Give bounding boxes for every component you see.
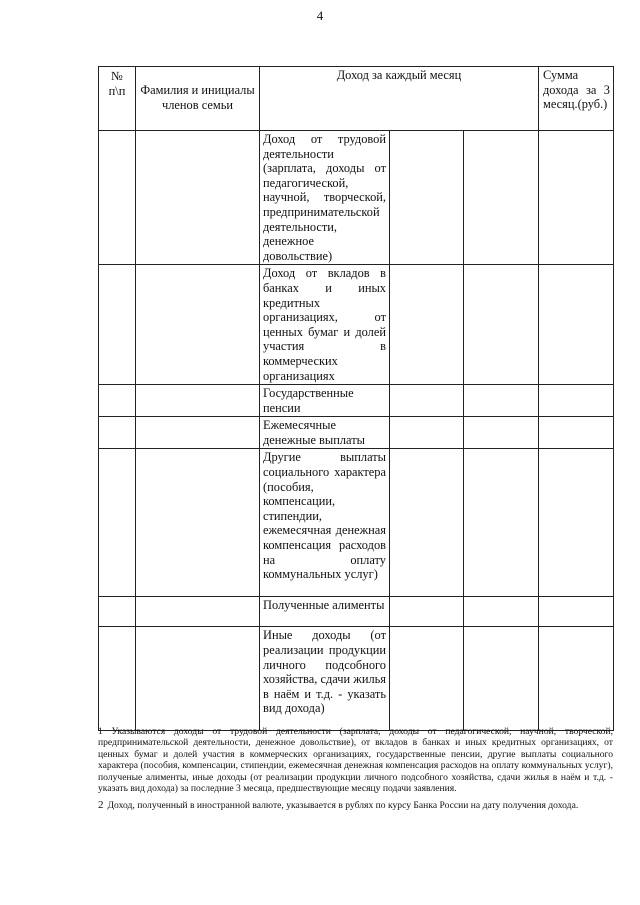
- income-type-label: Иные доходы (от реализации продукции личного подсобного хозяйства, сдачи жилья в наём и т.д. - указать вид дохода): [260, 627, 390, 731]
- header-three-month-sum: Сумма дохода за 3 месяц.(руб.): [539, 67, 614, 131]
- footnote-2-text: Доход, полученный в иностранной валюте, указывается в рублях по курсу Банка России на дату получения дохода.: [107, 800, 579, 812]
- cell-number[interactable]: [99, 131, 136, 265]
- income-type-label: Государственные пенсии: [260, 385, 390, 417]
- cell-month-1[interactable]: [390, 417, 464, 449]
- footnotes: [98, 726, 613, 812]
- cell-number[interactable]: [99, 417, 136, 449]
- cell-month-1[interactable]: [390, 449, 464, 597]
- cell-family-member[interactable]: [136, 627, 260, 731]
- cell-sum[interactable]: [539, 417, 614, 449]
- cell-month-1[interactable]: [390, 627, 464, 731]
- footnote-1: 1 Указываются доходы от трудовой деятельности (зарплата, доходы от педагогической, научной, творческой, предпринимательской деятельности, денежное довольствие), от вкладов в банках и иных кредитных организациях, от ценных бумаг и долей участия в коммерческих организациях, государственные пенсии, другие выплаты социального характера (пособия, компенсации, стипендии, ежемесячная денежная компенсация расходов на оплату коммунальных услуг), полученые алименты, иные доходы (от реализации продукции личного подсобного хозяйства, сдачи жилья в наём и т.д. - указать вид дохода) за последние 3 месяца, предшествующие месяцу подачи заявления.: [98, 726, 613, 795]
- cell-month-2[interactable]: [464, 131, 539, 265]
- table-header-row: [99, 67, 614, 131]
- income-type-label: Другие выплаты социального характера (пособия, компенсации, стипендии, ежемесячная денежная компенсация расходов на оплату коммунальных услуг): [260, 449, 390, 597]
- cell-month-1[interactable]: [390, 597, 464, 627]
- table-row: [99, 597, 614, 627]
- cell-month-2[interactable]: [464, 597, 539, 627]
- cell-month-2[interactable]: [464, 265, 539, 385]
- cell-month-1[interactable]: [390, 385, 464, 417]
- table-row: [99, 417, 614, 449]
- cell-sum[interactable]: [539, 385, 614, 417]
- cell-month-2[interactable]: [464, 385, 539, 417]
- cell-family-member[interactable]: [136, 417, 260, 449]
- income-type-label: Полученные алименты: [260, 597, 390, 627]
- cell-family-member[interactable]: [136, 449, 260, 597]
- cell-month-2[interactable]: [464, 449, 539, 597]
- cell-family-member[interactable]: [136, 131, 260, 265]
- footnote-2-marker: 2: [98, 799, 104, 812]
- table-row: [99, 265, 614, 385]
- income-table: [98, 66, 614, 731]
- cell-number[interactable]: [99, 385, 136, 417]
- cell-sum[interactable]: [539, 597, 614, 627]
- table-row: [99, 131, 614, 265]
- cell-number[interactable]: [99, 597, 136, 627]
- income-type-label: Ежемесячные денежные выплаты: [260, 417, 390, 449]
- header-number: № п\п: [99, 67, 136, 131]
- footnote-2: [98, 800, 613, 811]
- cell-number[interactable]: [99, 627, 136, 731]
- cell-sum[interactable]: [539, 627, 614, 731]
- table-row: [99, 385, 614, 417]
- cell-month-2[interactable]: [464, 417, 539, 449]
- table-row: [99, 449, 614, 597]
- table-row: [99, 627, 614, 731]
- header-monthly-income: Доход за каждый месяц: [260, 67, 539, 131]
- cell-number[interactable]: [99, 449, 136, 597]
- cell-month-1[interactable]: [390, 265, 464, 385]
- income-type-label: Доход от трудовой деятельности (зарплата, доходы от педагогической, научной, творческой, предпринимательской деятельности, денежное довольствие): [260, 131, 390, 265]
- cell-family-member[interactable]: [136, 265, 260, 385]
- cell-family-member[interactable]: [136, 597, 260, 627]
- income-type-label: Доход от вкладов в банках и иных кредитных организациях, от ценных бумаг и долей участия в коммерческих организациях: [260, 265, 390, 385]
- cell-sum[interactable]: [539, 265, 614, 385]
- cell-sum[interactable]: [539, 449, 614, 597]
- cell-month-1[interactable]: [390, 131, 464, 265]
- cell-sum[interactable]: [539, 131, 614, 265]
- cell-month-2[interactable]: [464, 627, 539, 731]
- cell-family-member[interactable]: [136, 385, 260, 417]
- cell-number[interactable]: [99, 265, 136, 385]
- page-number: 4: [316, 8, 324, 23]
- header-family-member: Фамилия и инициалы членов семьи: [136, 67, 260, 131]
